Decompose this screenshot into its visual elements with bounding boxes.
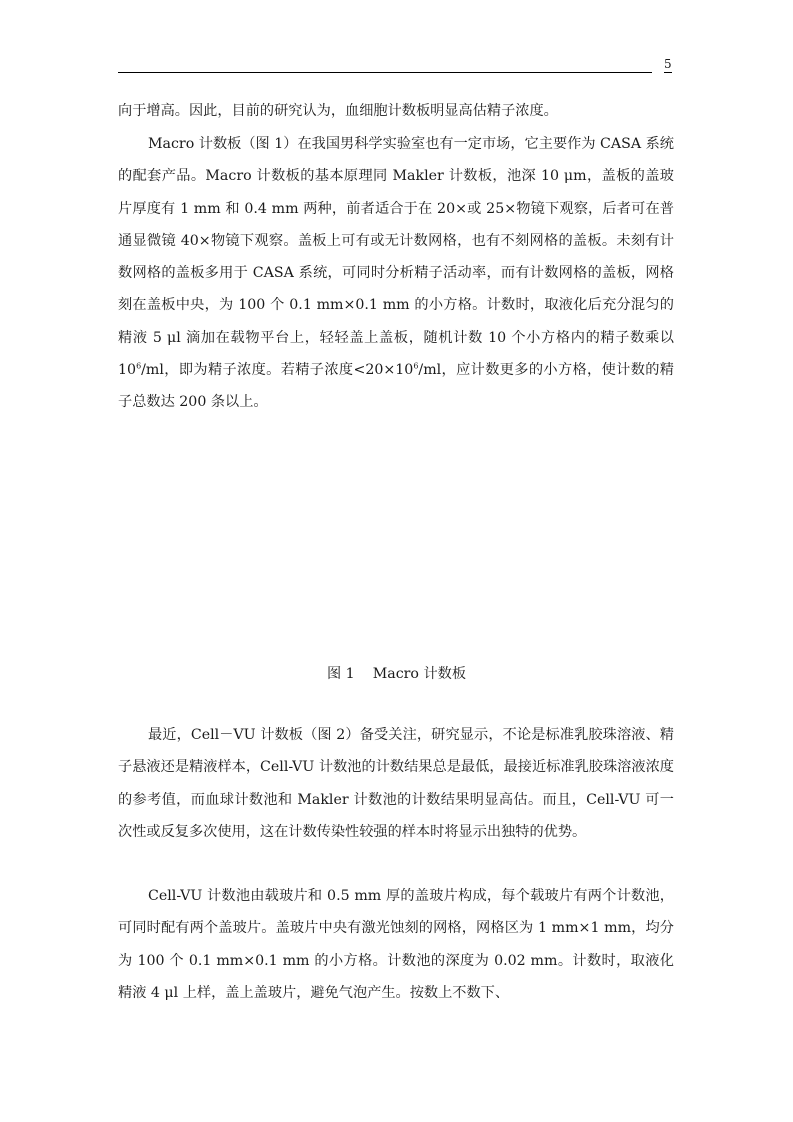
paragraph-cell-vu-structure: Cell-VU 计数池由载玻片和 0.5 mm 厚的盖玻片构成，每个载玻片有两个计数池，可同时配有两个盖玻片。盖玻片中央有激光蚀刻的网格，网格区为 1 mm×1 mm，均分为 100 个 0.1 mm×0.1 mm 的小方格。计数池的深度为 0.02 mm。计数时，取液化精液 4 μl 上样，盖上盖玻片，避免气泡产生。按数上不数下、	[118, 888, 674, 1001]
figure-caption	[0, 662, 793, 686]
paragraph-text: Macro 计数板（图 1）在我国男科学实验室也有一定市场，它主要作为 CASA 系统的配套产品。Macro 计数板的基本原理同 Makler 计数板，池深 10 μm，盖板的盖玻片厚度有 1 mm 和 0.4 mm 两种，前者适合于在 20×或 25×物镜下观察，后者可在普通显微镜 40×物镜下观察。盖板上可有或无计数网格，也有不刻网格的盖板。未刻有计数网格的盖板多用于 CASA 系统，可同时分析精子活动率，而有计数网格的盖板，网格刻在盖板中央，为 100 个 0.1 mm×0.1 mm 的小方格。计数时，取液化后充分混匀的精液 5 μl 滴加在载物平台上，轻轻盖上盖板，随机计数 10 个小方格内的精子数乘以 10	[118, 136, 674, 379]
paragraph-cell-vu-intro: 最近，Cell－VU 计数板（图 2）备受关注，研究显示，不论是标准乳胶珠溶液、精子悬液还是精液样本，Cell-VU 计数池的计数结果总是最低，最接近标准乳胶珠溶液浓度的参考值，而血球计数池和 Makler 计数池的计数结果明显高估。而且，Cell-VU 可一次性或反复多次使用，这在计数传染性较强的样本时将显示出独特的优势。	[118, 727, 674, 840]
paragraph-text: /ml，即为精子浓度。若精子浓度<20×10	[141, 362, 414, 379]
figure-placeholder	[118, 430, 674, 650]
superscript-exponent: 6	[136, 361, 142, 371]
paragraph-text: /ml，应计数更多的小方格，使计数的精子总数达 200 条以上。	[118, 362, 674, 411]
paragraph-continuation: 向于增高。因此，目前的研究认为，血细胞计数板明显高估精子浓度。	[118, 103, 558, 119]
figure-label: 图 1	[326, 666, 355, 682]
page-number: 5	[664, 57, 672, 71]
header-rule	[118, 72, 652, 73]
paragraph-macro-counting-chamber	[118, 128, 674, 419]
superscript-exponent: 6	[413, 361, 419, 371]
figure-caption-text: Macro 计数板	[372, 666, 467, 682]
